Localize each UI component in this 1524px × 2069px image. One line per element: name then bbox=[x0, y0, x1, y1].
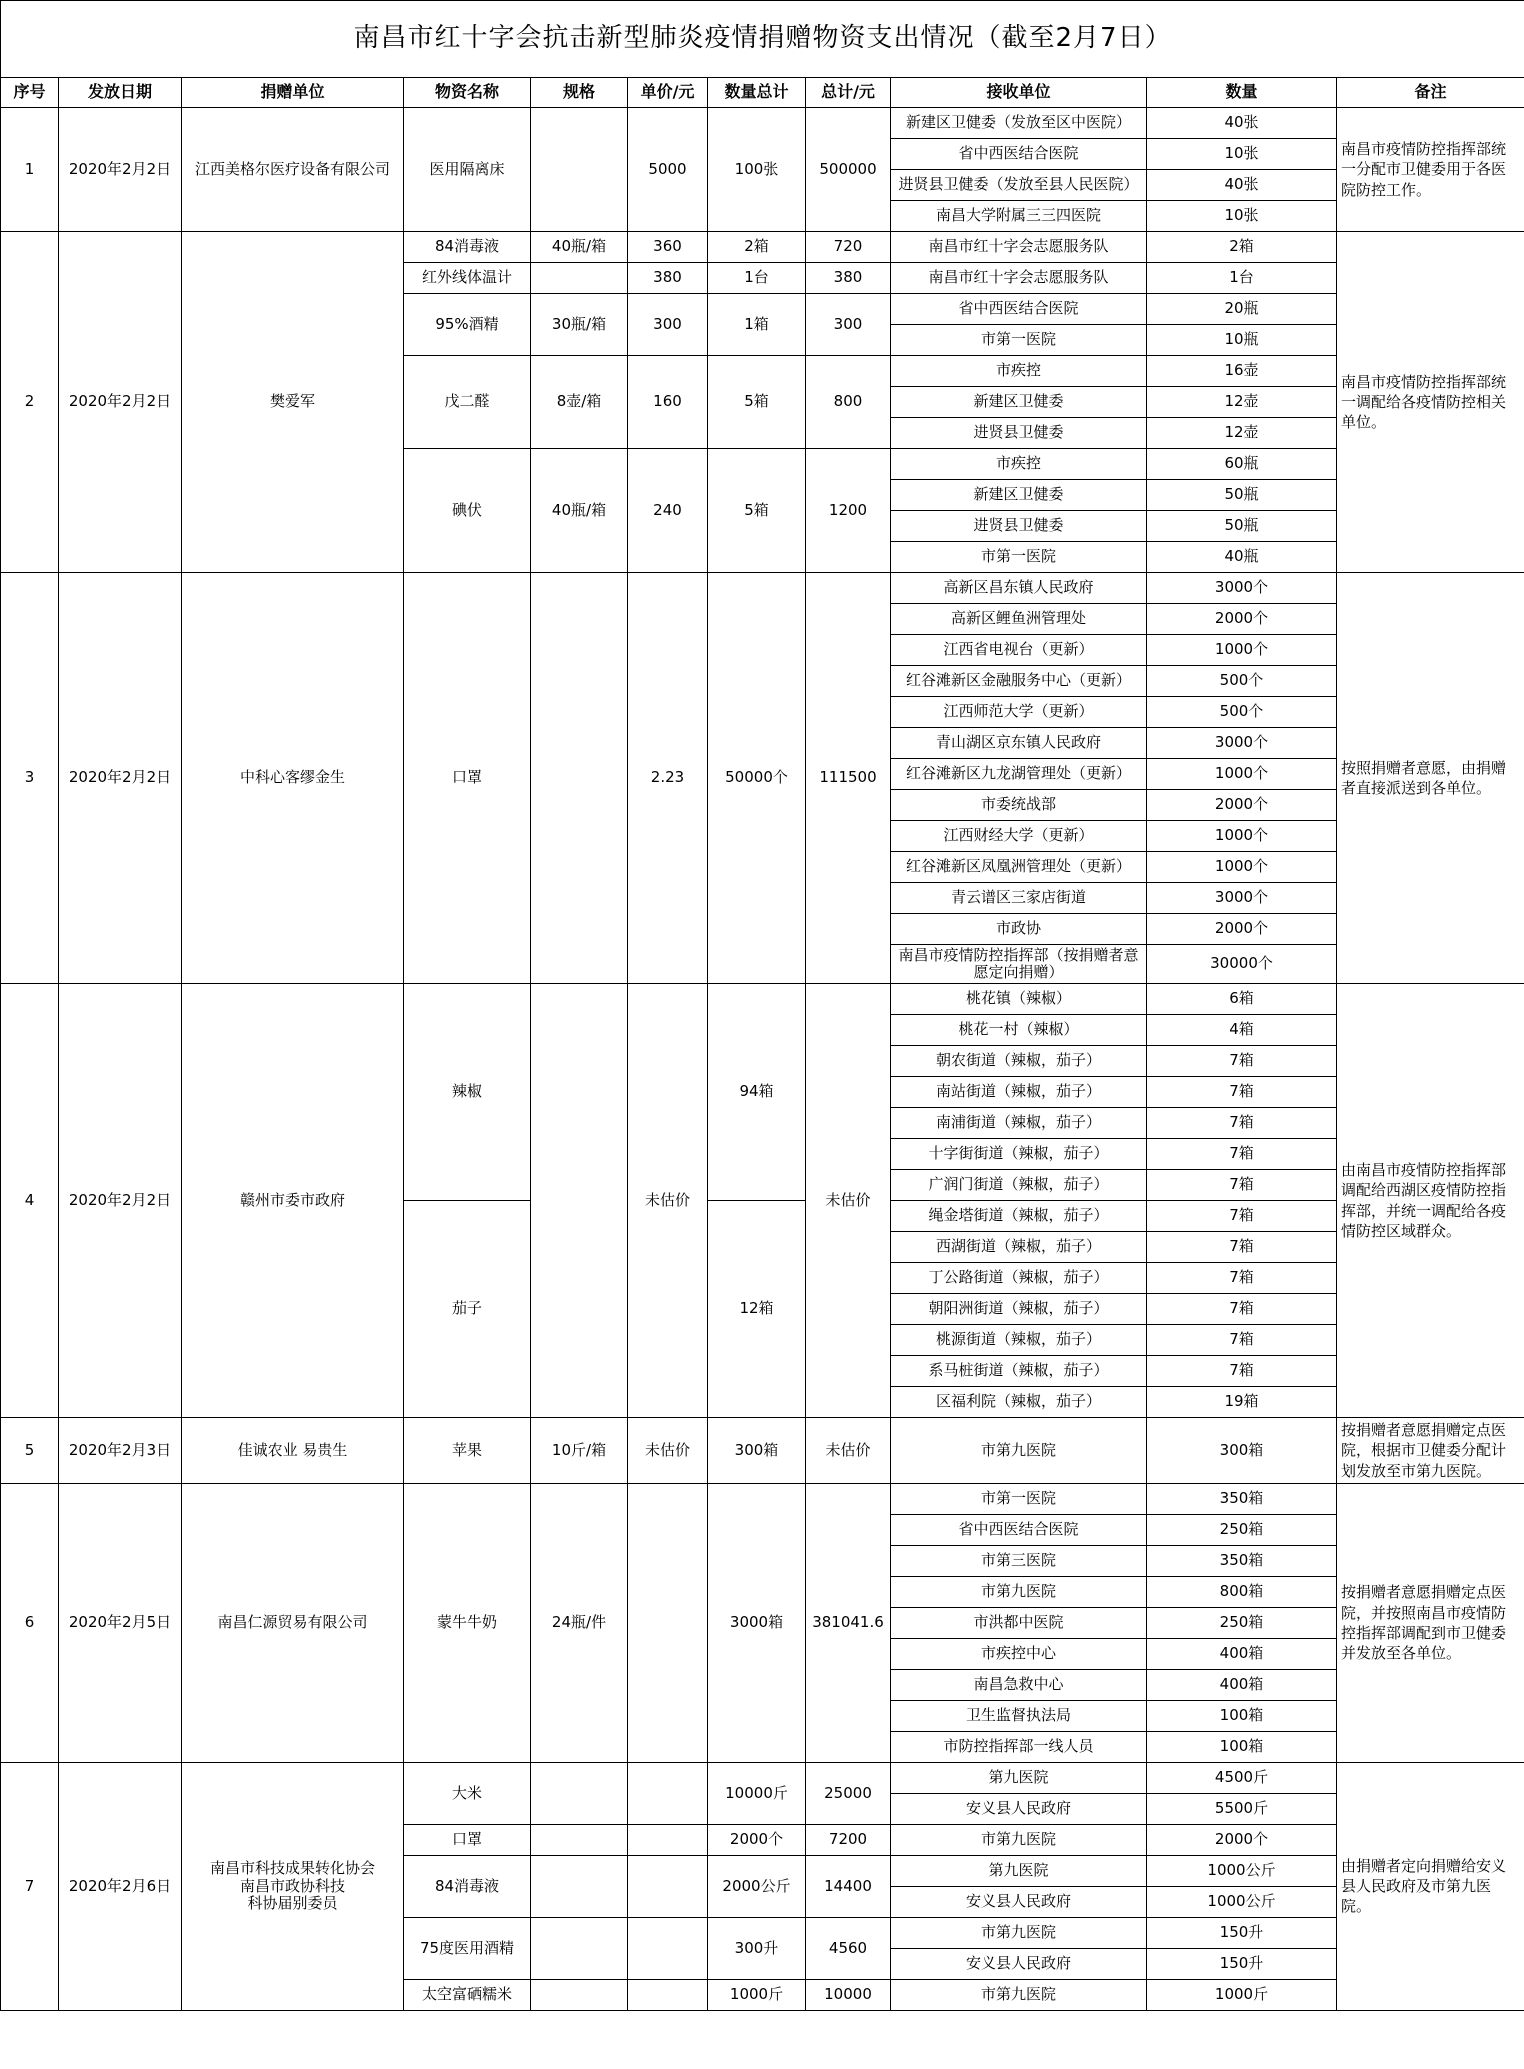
receiver-count: 400箱 bbox=[1147, 1669, 1337, 1700]
receiver-name: 新建区卫健委 bbox=[891, 387, 1147, 418]
header-row bbox=[1, 78, 1524, 108]
item-spec bbox=[531, 1979, 628, 2010]
col-no-header: 序号 bbox=[1, 78, 59, 108]
item-total: 未估价 bbox=[806, 984, 891, 1418]
issue-date: 2020年2月2日 bbox=[59, 984, 182, 1418]
table-row bbox=[1, 232, 1524, 263]
table-row bbox=[1, 573, 1524, 604]
col-date-header: 发放日期 bbox=[59, 78, 182, 108]
item-name: 医用隔离床 bbox=[404, 108, 531, 232]
receiver-count: 7箱 bbox=[1147, 1294, 1337, 1325]
remark-note: 按照捐赠者意愿，由捐赠者直接派送到各单位。 bbox=[1337, 573, 1524, 984]
item-name: 84消毒液 bbox=[404, 1855, 531, 1917]
receiver-name: 南昌市红十字会志愿服务队 bbox=[891, 263, 1147, 294]
receiver-name: 广润门街道（辣椒，茄子） bbox=[891, 1170, 1147, 1201]
receiver-count: 3000个 bbox=[1147, 883, 1337, 914]
receiver-name: 江西财经大学（更新） bbox=[891, 821, 1147, 852]
row-number: 7 bbox=[1, 1762, 59, 2010]
item-quantity: 5箱 bbox=[708, 449, 806, 573]
item-total: 25000 bbox=[806, 1762, 891, 1824]
receiver-count: 150升 bbox=[1147, 1917, 1337, 1948]
receiver-name: 红谷滩新区金融服务中心（更新） bbox=[891, 666, 1147, 697]
receiver-name: 进贤县卫健委 bbox=[891, 511, 1147, 542]
item-total: 111500 bbox=[806, 573, 891, 984]
receiver-name: 高新区昌东镇人民政府 bbox=[891, 573, 1147, 604]
table-row bbox=[1, 984, 1524, 1015]
item-spec bbox=[531, 1917, 628, 1979]
item-spec bbox=[531, 1855, 628, 1917]
col-spec-header: 规格 bbox=[531, 78, 628, 108]
receiver-name: 系马桩街道（辣椒，茄子） bbox=[891, 1356, 1147, 1387]
receiver-count: 7箱 bbox=[1147, 1325, 1337, 1356]
receiver-count: 20瓶 bbox=[1147, 294, 1337, 325]
table-row bbox=[1, 1418, 1524, 1484]
item-total: 14400 bbox=[806, 1855, 891, 1917]
receiver-count: 7箱 bbox=[1147, 1232, 1337, 1263]
receiver-count: 3000个 bbox=[1147, 573, 1337, 604]
receiver-name: 市第九医院 bbox=[891, 1917, 1147, 1948]
receiver-count: 7箱 bbox=[1147, 1263, 1337, 1294]
issue-date: 2020年2月2日 bbox=[59, 232, 182, 573]
receiver-name: 安义县人民政府 bbox=[891, 1886, 1147, 1917]
item-spec: 30瓶/箱 bbox=[531, 294, 628, 356]
unit-price: 5000 bbox=[628, 108, 708, 232]
receiver-name: 江西师范大学（更新） bbox=[891, 697, 1147, 728]
item-total: 7200 bbox=[806, 1824, 891, 1855]
issue-date: 2020年2月6日 bbox=[59, 1762, 182, 2010]
item-name: 口罩 bbox=[404, 1824, 531, 1855]
receiver-count: 250箱 bbox=[1147, 1514, 1337, 1545]
item-quantity: 1台 bbox=[708, 263, 806, 294]
receiver-name: 新建区卫健委 bbox=[891, 480, 1147, 511]
receiver-name: 南昌市疫情防控指挥部（按捐赠者意愿定向捐赠） bbox=[891, 945, 1147, 984]
unit-price bbox=[628, 1762, 708, 1824]
item-quantity: 300箱 bbox=[708, 1418, 806, 1484]
item-quantity: 1000斤 bbox=[708, 1979, 806, 2010]
receiver-count: 6箱 bbox=[1147, 984, 1337, 1015]
receiver-count: 10瓶 bbox=[1147, 325, 1337, 356]
receiver-name: 区福利院（辣椒，茄子） bbox=[891, 1387, 1147, 1418]
row-number: 5 bbox=[1, 1418, 59, 1484]
item-name: 茄子 bbox=[404, 1201, 531, 1418]
item-name: 戊二醛 bbox=[404, 356, 531, 449]
item-name: 红外线体温计 bbox=[404, 263, 531, 294]
remark-note: 由南昌市疫情防控指挥部调配给西湖区疫情防控指挥部，并统一调配给各疫情防控区域群众。 bbox=[1337, 984, 1524, 1418]
item-spec: 8壶/箱 bbox=[531, 356, 628, 449]
receiver-name: 市政协 bbox=[891, 914, 1147, 945]
issue-date: 2020年2月3日 bbox=[59, 1418, 182, 1484]
item-quantity: 5箱 bbox=[708, 356, 806, 449]
donor-name: 赣州市委市政府 bbox=[182, 984, 404, 1418]
col-qty-header: 数量总计 bbox=[708, 78, 806, 108]
receiver-count: 2箱 bbox=[1147, 232, 1337, 263]
receiver-name: 十字街街道（辣椒，茄子） bbox=[891, 1139, 1147, 1170]
row-number: 3 bbox=[1, 573, 59, 984]
item-total: 720 bbox=[806, 232, 891, 263]
receiver-name: 江西省电视台（更新） bbox=[891, 635, 1147, 666]
receiver-name: 红谷滩新区九龙湖管理处（更新） bbox=[891, 759, 1147, 790]
receiver-count: 1000个 bbox=[1147, 852, 1337, 883]
receiver-count: 2000个 bbox=[1147, 790, 1337, 821]
item-spec: 40瓶/箱 bbox=[531, 449, 628, 573]
receiver-name: 绳金塔街道（辣椒，茄子） bbox=[891, 1201, 1147, 1232]
item-spec: 24瓶/件 bbox=[531, 1483, 628, 1762]
receiver-count: 4箱 bbox=[1147, 1015, 1337, 1046]
issue-date: 2020年2月2日 bbox=[59, 573, 182, 984]
receiver-name: 青山湖区京东镇人民政府 bbox=[891, 728, 1147, 759]
unit-price bbox=[628, 1979, 708, 2010]
receiver-name: 市第一医院 bbox=[891, 1483, 1147, 1514]
col-item-header: 物资名称 bbox=[404, 78, 531, 108]
receiver-count: 300箱 bbox=[1147, 1418, 1337, 1484]
receiver-count: 7箱 bbox=[1147, 1201, 1337, 1232]
item-total: 4560 bbox=[806, 1917, 891, 1979]
item-name: 75度医用酒精 bbox=[404, 1917, 531, 1979]
receiver-name: 南昌急救中心 bbox=[891, 1669, 1147, 1700]
receiver-count: 250箱 bbox=[1147, 1607, 1337, 1638]
col-price-header: 单价/元 bbox=[628, 78, 708, 108]
unit-price bbox=[628, 1917, 708, 1979]
remark-note: 由捐赠者定向捐赠给安义县人民政府及市第九医院。 bbox=[1337, 1762, 1524, 2010]
receiver-name: 省中西医结合医院 bbox=[891, 294, 1147, 325]
receiver-count: 100箱 bbox=[1147, 1731, 1337, 1762]
receiver-count: 7箱 bbox=[1147, 1077, 1337, 1108]
receiver-name: 进贤县卫健委（发放至县人民医院） bbox=[891, 170, 1147, 201]
col-donor-header: 捐赠单位 bbox=[182, 78, 404, 108]
receiver-count: 30000个 bbox=[1147, 945, 1337, 984]
unit-price bbox=[628, 1855, 708, 1917]
item-total: 1200 bbox=[806, 449, 891, 573]
unit-price: 2.23 bbox=[628, 573, 708, 984]
item-quantity: 100张 bbox=[708, 108, 806, 232]
receiver-count: 7箱 bbox=[1147, 1356, 1337, 1387]
item-spec bbox=[531, 108, 628, 232]
receiver-name: 市疾控中心 bbox=[891, 1638, 1147, 1669]
receiver-name: 市第一医院 bbox=[891, 542, 1147, 573]
item-quantity: 1箱 bbox=[708, 294, 806, 356]
remark-note: 南昌市疫情防控指挥部统一调配给各疫情防控相关单位。 bbox=[1337, 232, 1524, 573]
receiver-count: 350箱 bbox=[1147, 1483, 1337, 1514]
item-quantity: 300升 bbox=[708, 1917, 806, 1979]
table-row bbox=[1, 1483, 1524, 1514]
receiver-name: 市第九医院 bbox=[891, 1418, 1147, 1484]
receiver-count: 7箱 bbox=[1147, 1046, 1337, 1077]
item-total: 未估价 bbox=[806, 1418, 891, 1484]
receiver-count: 800箱 bbox=[1147, 1576, 1337, 1607]
receiver-count: 7箱 bbox=[1147, 1139, 1337, 1170]
row-number: 2 bbox=[1, 232, 59, 573]
receiver-name: 进贤县卫健委 bbox=[891, 418, 1147, 449]
receiver-name: 西湖街道（辣椒，茄子） bbox=[891, 1232, 1147, 1263]
unit-price: 360 bbox=[628, 232, 708, 263]
receiver-name: 市疾控 bbox=[891, 356, 1147, 387]
receiver-count: 7箱 bbox=[1147, 1170, 1337, 1201]
receiver-count: 500个 bbox=[1147, 666, 1337, 697]
item-total: 381041.6 bbox=[806, 1483, 891, 1762]
unit-price: 160 bbox=[628, 356, 708, 449]
item-quantity: 2箱 bbox=[708, 232, 806, 263]
item-spec: 40瓶/箱 bbox=[531, 232, 628, 263]
item-total: 800 bbox=[806, 356, 891, 449]
col-total-header: 总计/元 bbox=[806, 78, 891, 108]
receiver-count: 2000个 bbox=[1147, 1824, 1337, 1855]
remark-note: 南昌市疫情防控指挥部统一分配市卫健委用于各医院防控工作。 bbox=[1337, 108, 1524, 232]
receiver-count: 350箱 bbox=[1147, 1545, 1337, 1576]
receiver-name: 安义县人民政府 bbox=[891, 1948, 1147, 1979]
receiver-name: 桃花一村（辣椒） bbox=[891, 1015, 1147, 1046]
receiver-count: 19箱 bbox=[1147, 1387, 1337, 1418]
receiver-name: 南站街道（辣椒，茄子） bbox=[891, 1077, 1147, 1108]
item-spec bbox=[531, 263, 628, 294]
item-name: 辣椒 bbox=[404, 984, 531, 1201]
receiver-name: 丁公路街道（辣椒，茄子） bbox=[891, 1263, 1147, 1294]
unit-price: 未估价 bbox=[628, 984, 708, 1418]
receiver-count: 10张 bbox=[1147, 139, 1337, 170]
receiver-name: 市第三医院 bbox=[891, 1545, 1147, 1576]
unit-price: 240 bbox=[628, 449, 708, 573]
item-name: 口罩 bbox=[404, 573, 531, 984]
donor-name: 南昌仁源贸易有限公司 bbox=[182, 1483, 404, 1762]
receiver-count: 40瓶 bbox=[1147, 542, 1337, 573]
item-quantity: 2000公斤 bbox=[708, 1855, 806, 1917]
receiver-name: 市疾控 bbox=[891, 449, 1147, 480]
receiver-count: 1000公斤 bbox=[1147, 1886, 1337, 1917]
receiver-name: 市第九医院 bbox=[891, 1979, 1147, 2010]
item-spec: 10斤/箱 bbox=[531, 1418, 628, 1484]
receiver-count: 1000个 bbox=[1147, 759, 1337, 790]
receiver-count: 10张 bbox=[1147, 201, 1337, 232]
item-quantity: 2000个 bbox=[708, 1824, 806, 1855]
item-name: 碘伏 bbox=[404, 449, 531, 573]
receiver-count: 1000公斤 bbox=[1147, 1855, 1337, 1886]
donor-name: 佳诚农业 易贵生 bbox=[182, 1418, 404, 1484]
receiver-count: 500个 bbox=[1147, 697, 1337, 728]
receiver-name: 省中西医结合医院 bbox=[891, 1514, 1147, 1545]
receiver-count: 60瓶 bbox=[1147, 449, 1337, 480]
receiver-count: 1台 bbox=[1147, 263, 1337, 294]
receiver-count: 12壶 bbox=[1147, 418, 1337, 449]
receiver-count: 1000个 bbox=[1147, 821, 1337, 852]
receiver-name: 南昌市红十字会志愿服务队 bbox=[891, 232, 1147, 263]
receiver-count: 50瓶 bbox=[1147, 480, 1337, 511]
table-row bbox=[1, 1762, 1524, 1793]
col-note-header: 备注 bbox=[1337, 78, 1524, 108]
receiver-count: 150升 bbox=[1147, 1948, 1337, 1979]
receiver-name: 红谷滩新区凤凰洲管理处（更新） bbox=[891, 852, 1147, 883]
item-name: 蒙牛牛奶 bbox=[404, 1483, 531, 1762]
receiver-name: 朝阳洲街道（辣椒，茄子） bbox=[891, 1294, 1147, 1325]
receiver-name: 南浦街道（辣椒，茄子） bbox=[891, 1108, 1147, 1139]
receiver-name: 市洪都中医院 bbox=[891, 1607, 1147, 1638]
receiver-count: 2000个 bbox=[1147, 914, 1337, 945]
item-spec bbox=[531, 984, 628, 1418]
donor-name: 江西美格尔医疗设备有限公司 bbox=[182, 108, 404, 232]
receiver-count: 40张 bbox=[1147, 170, 1337, 201]
item-name: 太空富硒糯米 bbox=[404, 1979, 531, 2010]
row-number: 4 bbox=[1, 984, 59, 1418]
donor-name: 樊爱军 bbox=[182, 232, 404, 573]
receiver-count: 16壶 bbox=[1147, 356, 1337, 387]
receiver-name: 市第九医院 bbox=[891, 1576, 1147, 1607]
receiver-name: 市第一医院 bbox=[891, 325, 1147, 356]
receiver-name: 南昌大学附属三三四医院 bbox=[891, 201, 1147, 232]
receiver-count: 1000个 bbox=[1147, 635, 1337, 666]
item-spec bbox=[531, 1824, 628, 1855]
receiver-name: 卫生监督执法局 bbox=[891, 1700, 1147, 1731]
donor-line: 南昌市政协科技 bbox=[239, 1876, 345, 1895]
receiver-name: 安义县人民政府 bbox=[891, 1793, 1147, 1824]
item-total: 500000 bbox=[806, 108, 891, 232]
item-quantity: 94箱 bbox=[708, 984, 806, 1201]
col-receiver-header: 接收单位 bbox=[891, 78, 1147, 108]
item-quantity: 50000个 bbox=[708, 573, 806, 984]
unit-price: 380 bbox=[628, 263, 708, 294]
item-name: 苹果 bbox=[404, 1418, 531, 1484]
item-total: 380 bbox=[806, 263, 891, 294]
receiver-name: 第九医院 bbox=[891, 1855, 1147, 1886]
issue-date: 2020年2月5日 bbox=[59, 1483, 182, 1762]
item-quantity: 12箱 bbox=[708, 1201, 806, 1418]
unit-price: 未估价 bbox=[628, 1418, 708, 1484]
receiver-name: 朝农街道（辣椒，茄子） bbox=[891, 1046, 1147, 1077]
item-spec bbox=[531, 1762, 628, 1824]
receiver-count: 5500斤 bbox=[1147, 1793, 1337, 1824]
item-name: 95%酒精 bbox=[404, 294, 531, 356]
receiver-name: 桃花镇（辣椒） bbox=[891, 984, 1147, 1015]
donor-line: 南昌市科技成果转化协会 bbox=[209, 1859, 375, 1878]
donor-name: 中科心客缪金生 bbox=[182, 573, 404, 984]
item-quantity: 3000箱 bbox=[708, 1483, 806, 1762]
receiver-count: 2000个 bbox=[1147, 604, 1337, 635]
receiver-name: 桃源街道（辣椒，茄子） bbox=[891, 1325, 1147, 1356]
col-count-header: 数量 bbox=[1147, 78, 1337, 108]
item-name: 84消毒液 bbox=[404, 232, 531, 263]
item-name: 大米 bbox=[404, 1762, 531, 1824]
receiver-name: 省中西医结合医院 bbox=[891, 139, 1147, 170]
item-spec bbox=[531, 573, 628, 984]
unit-price: 300 bbox=[628, 294, 708, 356]
remark-note: 按捐赠者意愿捐赠定点医院，根据市卫健委分配计划发放至市第九医院。 bbox=[1337, 1418, 1524, 1484]
unit-price bbox=[628, 1824, 708, 1855]
donor-name bbox=[182, 1762, 404, 2010]
receiver-count: 100箱 bbox=[1147, 1700, 1337, 1731]
receiver-name: 青云谱区三家店街道 bbox=[891, 883, 1147, 914]
receiver-count: 40张 bbox=[1147, 108, 1337, 139]
donor-line: 科协届别委员 bbox=[247, 1893, 338, 1912]
receiver-name: 高新区鲤鱼洲管理处 bbox=[891, 604, 1147, 635]
item-total: 300 bbox=[806, 294, 891, 356]
receiver-name: 新建区卫健委（发放至区中医院） bbox=[891, 108, 1147, 139]
receiver-name: 第九医院 bbox=[891, 1762, 1147, 1793]
receiver-count: 400箱 bbox=[1147, 1638, 1337, 1669]
receiver-count: 4500斤 bbox=[1147, 1762, 1337, 1793]
receiver-count: 12壶 bbox=[1147, 387, 1337, 418]
item-quantity: 10000斤 bbox=[708, 1762, 806, 1824]
page-title: 南昌市红十字会抗击新型肺炎疫情捐赠物资支出情况（截至2月7日） bbox=[1, 1, 1524, 78]
remark-note: 按捐赠者意愿捐赠定点医院，并按照南昌市疫情防控指挥部调配到市卫健委并发放至各单位。 bbox=[1337, 1483, 1524, 1762]
receiver-count: 7箱 bbox=[1147, 1108, 1337, 1139]
receiver-name: 市委统战部 bbox=[891, 790, 1147, 821]
table-row bbox=[1, 108, 1524, 139]
receiver-count: 3000个 bbox=[1147, 728, 1337, 759]
receiver-name: 市第九医院 bbox=[891, 1824, 1147, 1855]
item-total: 10000 bbox=[806, 1979, 891, 2010]
receiver-name: 市防控指挥部一线人员 bbox=[891, 1731, 1147, 1762]
row-number: 6 bbox=[1, 1483, 59, 1762]
receiver-count: 1000斤 bbox=[1147, 1979, 1337, 2010]
unit-price bbox=[628, 1483, 708, 1762]
issue-date: 2020年2月2日 bbox=[59, 108, 182, 232]
receiver-count: 50瓶 bbox=[1147, 511, 1337, 542]
row-number: 1 bbox=[1, 108, 59, 232]
